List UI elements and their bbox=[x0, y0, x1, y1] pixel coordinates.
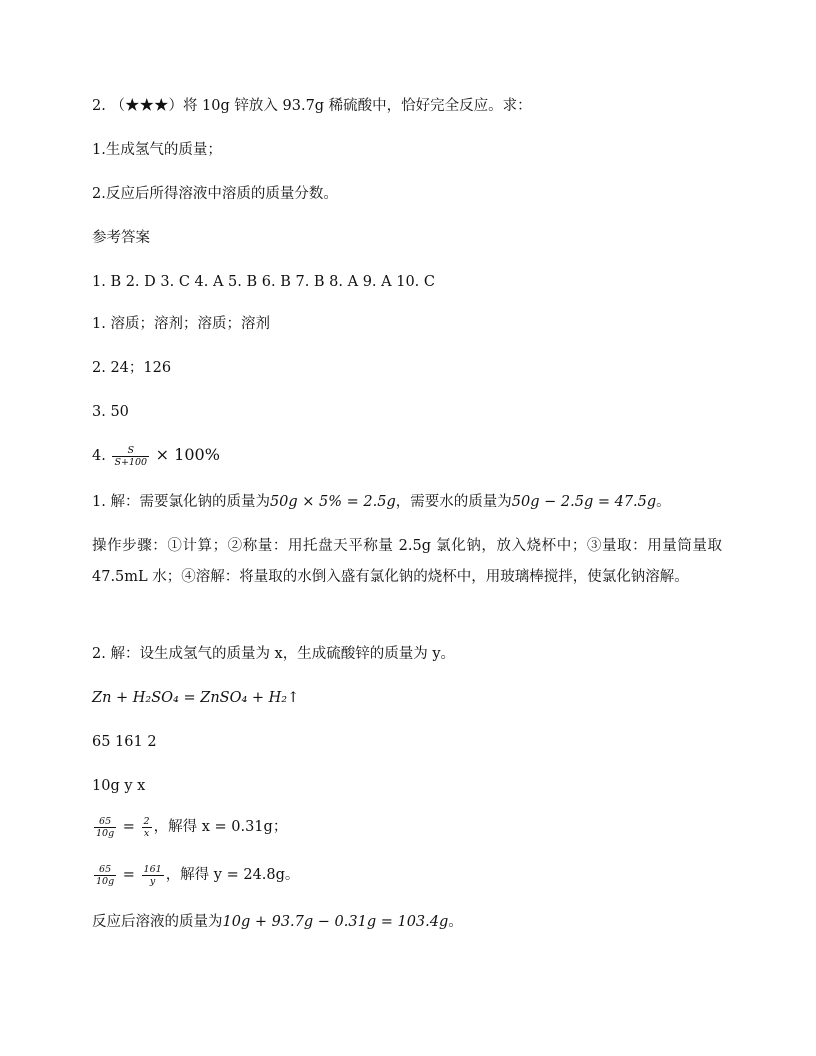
answers-heading: 参考答案 bbox=[92, 230, 150, 246]
question-part-2: 2.反应后所得溶液中溶质的质量分数。 bbox=[92, 186, 338, 202]
calc1-prefix: 1. 解：需要氯化钠的质量为 bbox=[92, 494, 270, 510]
reaction-equation: Zn + H₂SO₄ = ZnSO₄ + H₂↑ bbox=[92, 690, 300, 706]
calc1-expression-1: 50g × 5% = 2.5g bbox=[269, 494, 396, 510]
ratio1-equals: = bbox=[122, 819, 135, 835]
fill-answer-4-denominator: S+100 bbox=[114, 456, 148, 468]
ratio1-right-denominator: x bbox=[143, 827, 150, 839]
ratio2-left-fraction bbox=[94, 864, 116, 887]
ratio2-right-denominator: y bbox=[149, 875, 156, 887]
solution-mass-suffix: 。 bbox=[448, 914, 463, 930]
fill-answer-2: 2. 24；126 bbox=[92, 360, 172, 376]
ratio1-left-denominator: 10g bbox=[96, 827, 115, 839]
fill-answer-4-suffix: × 100% bbox=[155, 445, 220, 464]
ratio1-result: ，解得 x = 0.31g； bbox=[153, 819, 288, 835]
molar-masses-row: 65 161 2 bbox=[92, 734, 157, 750]
question-stem: 2. （★★★）将 10g 锌放入 93.7g 稀硫酸中，恰好完全反应。求： bbox=[92, 98, 532, 114]
calc1-middle: ，需要水的质量为 bbox=[395, 494, 512, 510]
fill-answer-3: 3. 50 bbox=[92, 404, 129, 420]
solution-mass-prefix: 反应后溶液的质量为 bbox=[92, 914, 223, 930]
calc-answer-1 bbox=[92, 492, 671, 512]
solution-mass-line bbox=[92, 912, 463, 932]
ratio1-left-fraction bbox=[94, 816, 116, 839]
ratio1-right-fraction bbox=[142, 816, 152, 839]
ratio1-right-numerator: 2 bbox=[143, 815, 150, 827]
fill-answer-4-prefix: 4. bbox=[92, 448, 111, 464]
ratio2-right-fraction bbox=[142, 864, 164, 887]
ratio2-result: ，解得 y = 24.8g。 bbox=[165, 867, 300, 883]
operation-steps: 操作步骤：①计算；②称量：用托盘天平称量 2.5g 氯化钠，放入烧杯中；③量取：用量筒量取 47.5mL 水；④溶解：将量取的水倒入盛有氯化钠的烧杯中，用玻璃棒搅拌，使氯化钠溶解。 bbox=[92, 538, 722, 585]
solution-mass-expression: 10g + 93.7g − 0.31g = 103.4g bbox=[222, 914, 449, 930]
ratio2-left-denominator: 10g bbox=[96, 875, 115, 887]
ratio2-left-numerator: 65 bbox=[94, 864, 116, 876]
fill-answer-4-numerator: S bbox=[112, 445, 149, 457]
fill-answer-4-fraction bbox=[112, 445, 149, 468]
ratio1-left-numerator: 65 bbox=[94, 816, 116, 828]
calc-answer-2-intro: 2. 解：设生成氢气的质量为 x，生成硫酸锌的质量为 y。 bbox=[92, 646, 456, 662]
known-values-row: 10g y x bbox=[92, 778, 146, 794]
fill-answer-4 bbox=[92, 442, 220, 469]
fill-answer-1: 1. 溶质；溶剂；溶质；溶剂 bbox=[92, 316, 270, 332]
ratio-equation-2 bbox=[92, 862, 299, 888]
calc1-suffix: 。 bbox=[656, 494, 671, 510]
ratio2-right-numerator: 161 bbox=[143, 863, 162, 875]
calc1-expression-2: 50g − 2.5g = 47.5g bbox=[511, 494, 657, 510]
question-part-1: 1.生成氢气的质量； bbox=[92, 142, 222, 158]
ratio2-equals: = bbox=[122, 867, 135, 883]
ratio-equation-1 bbox=[92, 814, 287, 840]
choice-answer-key: 1. B 2. D 3. C 4. A 5. B 6. B 7. B 8. A 9. A 10. C bbox=[92, 274, 435, 290]
